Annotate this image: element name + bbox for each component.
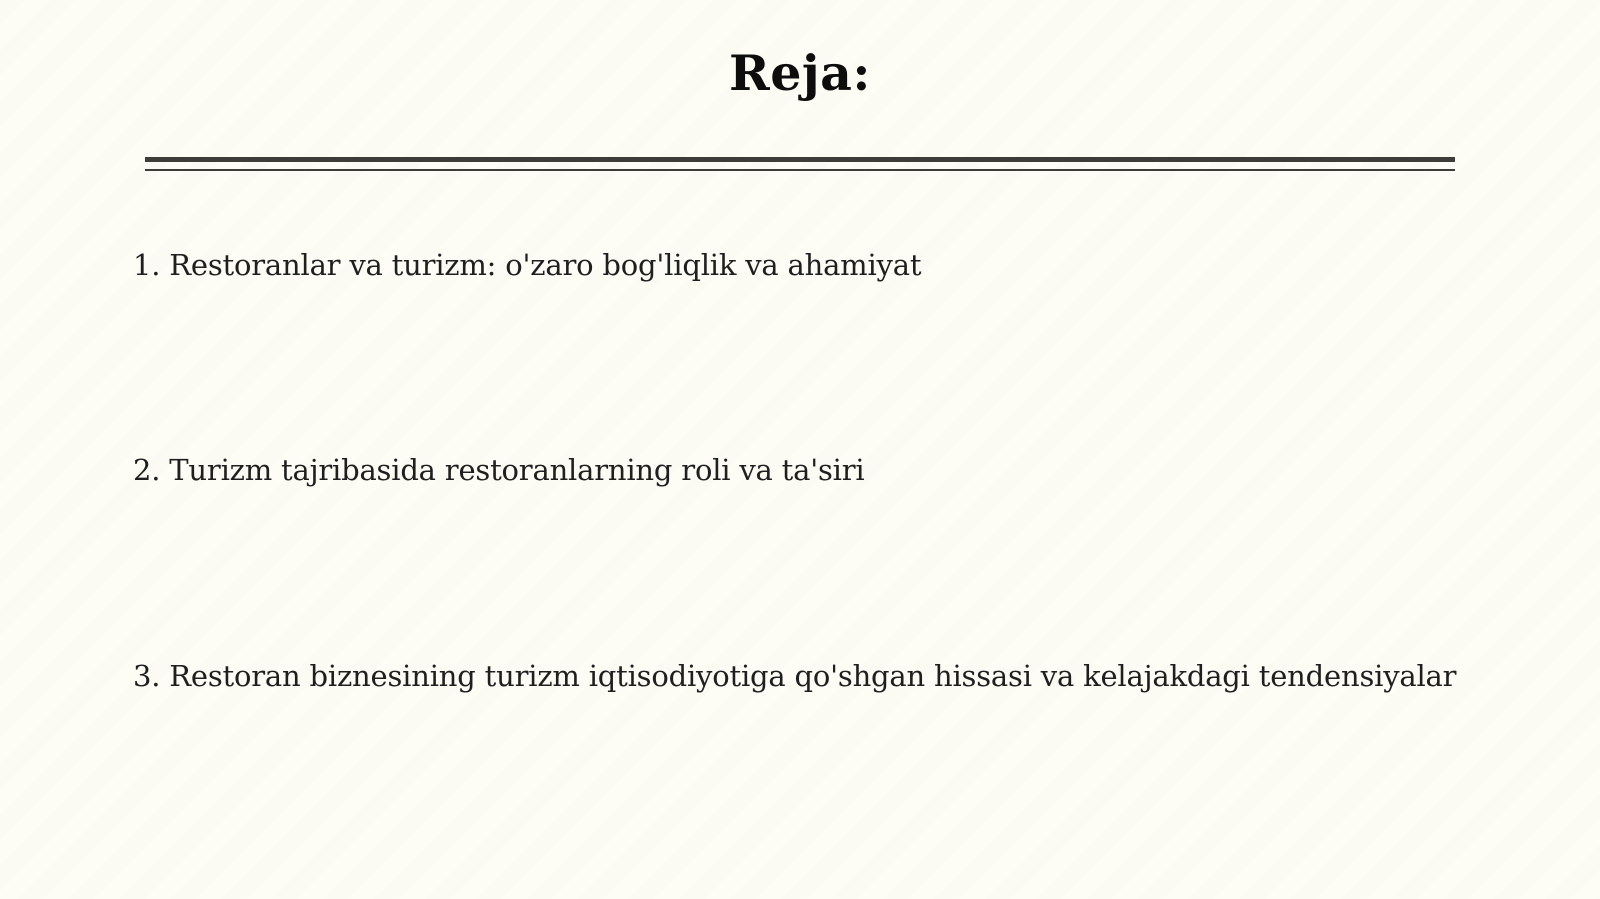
plan-item-number: 1. — [133, 248, 161, 282]
plan-item-3 — [133, 656, 1456, 696]
plan-item-1 — [133, 245, 921, 285]
plan-item-text: Turizm tajribasida restoranlarning roli va ta'siri — [169, 453, 865, 487]
plan-item-text: Restoranlar va turizm: o'zaro bog'liqlik va ahamiyat — [169, 248, 922, 282]
title-divider-thick — [145, 157, 1455, 162]
title-divider-thin — [145, 169, 1455, 171]
plan-item-text: Restoran biznesining turizm iqtisodiyotiga qo'shgan hissasi va kelajakdagi tendensiyalar — [169, 659, 1457, 693]
plan-item-number: 2. — [133, 453, 161, 487]
plan-item-number: 3. — [133, 659, 161, 693]
plan-item-2 — [133, 450, 864, 490]
slide-title: Reja: — [729, 44, 871, 102]
